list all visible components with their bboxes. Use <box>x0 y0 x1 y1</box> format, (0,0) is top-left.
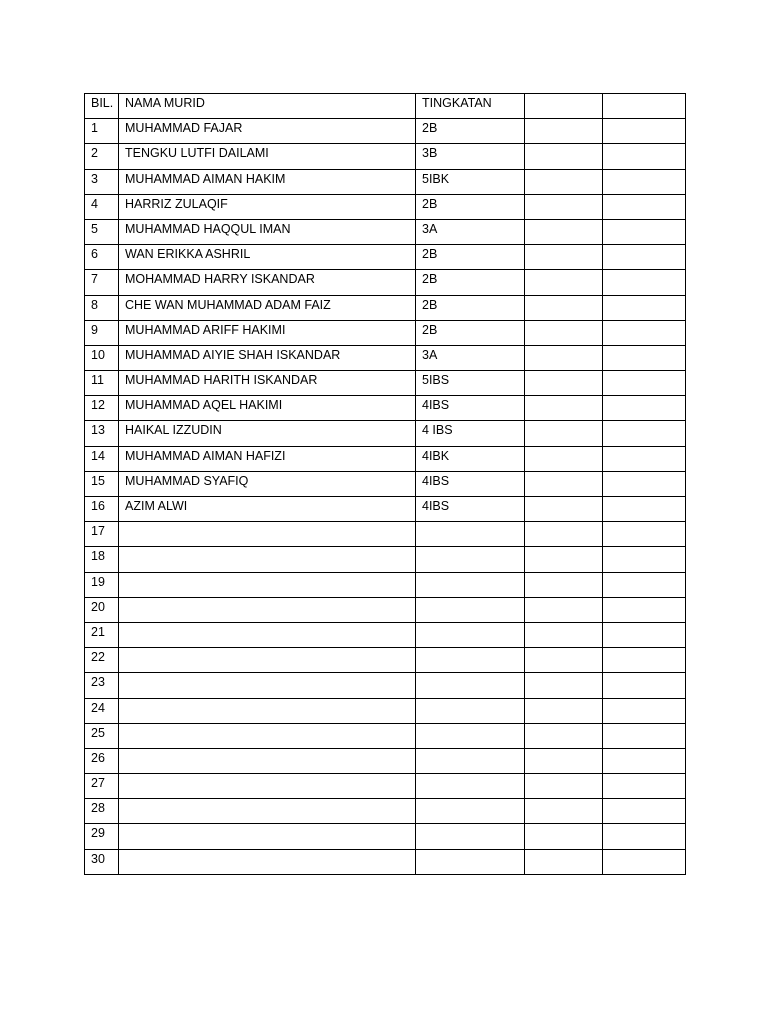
cell-tingkatan: 4 IBS <box>416 421 525 446</box>
cell-nama-murid: MUHAMMAD AIMAN HAKIM <box>119 169 416 194</box>
cell-nama-murid <box>119 522 416 547</box>
cell-blank-2 <box>603 446 686 471</box>
table-row <box>85 648 686 673</box>
cell-tingkatan <box>416 597 525 622</box>
cell-bil: 3 <box>85 169 119 194</box>
cell-tingkatan: 4IBS <box>416 471 525 496</box>
cell-blank-1 <box>525 270 603 295</box>
cell-nama-murid <box>119 597 416 622</box>
cell-blank-2 <box>603 597 686 622</box>
table-row <box>85 219 686 244</box>
cell-bil: 12 <box>85 396 119 421</box>
table-row <box>85 245 686 270</box>
cell-bil: 26 <box>85 748 119 773</box>
table-row <box>85 194 686 219</box>
table-row <box>85 799 686 824</box>
cell-tingkatan <box>416 849 525 874</box>
cell-bil: 14 <box>85 446 119 471</box>
cell-blank-1 <box>525 597 603 622</box>
cell-tingkatan: 2B <box>416 320 525 345</box>
cell-blank-2 <box>603 471 686 496</box>
cell-tingkatan: 4IBS <box>416 497 525 522</box>
table-row <box>85 698 686 723</box>
student-table-body <box>85 94 686 875</box>
table-row <box>85 673 686 698</box>
cell-nama-murid <box>119 547 416 572</box>
cell-tingkatan <box>416 799 525 824</box>
cell-blank-2 <box>603 371 686 396</box>
cell-nama-murid: MOHAMMAD HARRY ISKANDAR <box>119 270 416 295</box>
cell-nama-murid: MUHAMMAD AQEL HAKIMI <box>119 396 416 421</box>
cell-bil: 27 <box>85 774 119 799</box>
cell-blank-2 <box>603 421 686 446</box>
cell-bil: 23 <box>85 673 119 698</box>
cell-blank-2 <box>603 169 686 194</box>
cell-bil: 8 <box>85 295 119 320</box>
cell-nama-murid <box>119 774 416 799</box>
student-table <box>84 93 686 875</box>
cell-blank-2 <box>603 547 686 572</box>
cell-bil: 22 <box>85 648 119 673</box>
cell-tingkatan: 3A <box>416 345 525 370</box>
cell-bil: 5 <box>85 219 119 244</box>
table-header-row <box>85 94 686 119</box>
cell-blank-1 <box>525 799 603 824</box>
cell-blank-1 <box>525 572 603 597</box>
table-row <box>85 723 686 748</box>
cell-nama-murid <box>119 723 416 748</box>
cell-bil: 24 <box>85 698 119 723</box>
cell-blank-2 <box>603 345 686 370</box>
cell-nama-murid: MUHAMMAD HAQQUL IMAN <box>119 219 416 244</box>
cell-bil: 10 <box>85 345 119 370</box>
cell-blank-1 <box>525 219 603 244</box>
cell-blank-2 <box>603 194 686 219</box>
table-row <box>85 144 686 169</box>
cell-bil: 21 <box>85 622 119 647</box>
cell-tingkatan <box>416 572 525 597</box>
table-row <box>85 371 686 396</box>
cell-blank-2 <box>603 648 686 673</box>
cell-blank-2 <box>603 723 686 748</box>
cell-bil: 29 <box>85 824 119 849</box>
table-row <box>85 471 686 496</box>
cell-tingkatan: 2B <box>416 295 525 320</box>
cell-tingkatan <box>416 824 525 849</box>
cell-blank-1 <box>525 547 603 572</box>
cell-bil: 11 <box>85 371 119 396</box>
cell-blank-1 <box>525 849 603 874</box>
cell-blank-1 <box>525 748 603 773</box>
cell-nama-murid <box>119 824 416 849</box>
table-row <box>85 421 686 446</box>
cell-blank-1 <box>525 824 603 849</box>
cell-blank-1 <box>525 320 603 345</box>
table-row <box>85 119 686 144</box>
cell-blank-1 <box>525 194 603 219</box>
cell-blank-2 <box>603 622 686 647</box>
cell-tingkatan <box>416 748 525 773</box>
cell-nama-murid: MUHAMMAD AIMAN HAFIZI <box>119 446 416 471</box>
cell-blank-2 <box>603 572 686 597</box>
cell-nama-murid <box>119 622 416 647</box>
cell-blank-2 <box>603 295 686 320</box>
cell-tingkatan: 2B <box>416 194 525 219</box>
cell-bil: 4 <box>85 194 119 219</box>
cell-nama-murid <box>119 572 416 597</box>
cell-bil: 20 <box>85 597 119 622</box>
table-row <box>85 547 686 572</box>
cell-blank-1 <box>525 119 603 144</box>
cell-blank-1 <box>525 345 603 370</box>
cell-bil: 15 <box>85 471 119 496</box>
cell-blank-1 <box>525 673 603 698</box>
header-bil: BIL. <box>85 94 119 119</box>
cell-tingkatan <box>416 622 525 647</box>
cell-blank-1 <box>525 497 603 522</box>
cell-tingkatan: 5IBK <box>416 169 525 194</box>
cell-blank-2 <box>603 320 686 345</box>
cell-blank-1 <box>525 522 603 547</box>
cell-blank-2 <box>603 119 686 144</box>
cell-nama-murid: MUHAMMAD SYAFIQ <box>119 471 416 496</box>
cell-tingkatan: 2B <box>416 119 525 144</box>
header-blank-2 <box>603 94 686 119</box>
table-row <box>85 270 686 295</box>
cell-tingkatan <box>416 723 525 748</box>
cell-blank-1 <box>525 169 603 194</box>
cell-nama-murid <box>119 673 416 698</box>
cell-bil: 28 <box>85 799 119 824</box>
header-tingkatan: TINGKATAN <box>416 94 525 119</box>
cell-bil: 17 <box>85 522 119 547</box>
table-row <box>85 622 686 647</box>
cell-tingkatan <box>416 698 525 723</box>
cell-blank-2 <box>603 698 686 723</box>
cell-nama-murid: MUHAMMAD HARITH ISKANDAR <box>119 371 416 396</box>
cell-nama-murid: AZIM ALWI <box>119 497 416 522</box>
cell-tingkatan: 3A <box>416 219 525 244</box>
cell-blank-1 <box>525 371 603 396</box>
header-blank-1 <box>525 94 603 119</box>
cell-tingkatan: 4IBS <box>416 396 525 421</box>
cell-tingkatan: 4IBK <box>416 446 525 471</box>
cell-blank-2 <box>603 824 686 849</box>
cell-blank-2 <box>603 522 686 547</box>
cell-blank-2 <box>603 497 686 522</box>
cell-bil: 6 <box>85 245 119 270</box>
cell-bil: 1 <box>85 119 119 144</box>
cell-blank-2 <box>603 673 686 698</box>
cell-nama-murid: MUHAMMAD AIYIE SHAH ISKANDAR <box>119 345 416 370</box>
cell-bil: 7 <box>85 270 119 295</box>
table-row <box>85 345 686 370</box>
table-row <box>85 597 686 622</box>
cell-tingkatan <box>416 774 525 799</box>
table-row <box>85 169 686 194</box>
cell-bil: 9 <box>85 320 119 345</box>
cell-nama-murid: MUHAMMAD FAJAR <box>119 119 416 144</box>
cell-tingkatan <box>416 648 525 673</box>
cell-blank-1 <box>525 774 603 799</box>
cell-blank-2 <box>603 144 686 169</box>
table-row <box>85 446 686 471</box>
cell-blank-1 <box>525 698 603 723</box>
cell-nama-murid <box>119 849 416 874</box>
cell-nama-murid <box>119 698 416 723</box>
table-row <box>85 572 686 597</box>
cell-blank-2 <box>603 270 686 295</box>
cell-tingkatan: 3B <box>416 144 525 169</box>
cell-blank-2 <box>603 748 686 773</box>
cell-blank-1 <box>525 245 603 270</box>
cell-blank-1 <box>525 723 603 748</box>
table-row <box>85 396 686 421</box>
cell-tingkatan: 2B <box>416 245 525 270</box>
cell-blank-1 <box>525 421 603 446</box>
cell-tingkatan: 2B <box>416 270 525 295</box>
table-row <box>85 522 686 547</box>
cell-tingkatan <box>416 673 525 698</box>
header-nama-murid: NAMA MURID <box>119 94 416 119</box>
cell-bil: 18 <box>85 547 119 572</box>
cell-blank-2 <box>603 219 686 244</box>
cell-nama-murid: CHE WAN MUHAMMAD ADAM FAIZ <box>119 295 416 320</box>
cell-blank-2 <box>603 774 686 799</box>
cell-blank-2 <box>603 245 686 270</box>
cell-blank-1 <box>525 471 603 496</box>
cell-bil: 30 <box>85 849 119 874</box>
table-row <box>85 295 686 320</box>
cell-blank-1 <box>525 622 603 647</box>
cell-blank-1 <box>525 648 603 673</box>
cell-blank-1 <box>525 396 603 421</box>
table-row <box>85 497 686 522</box>
table-row <box>85 849 686 874</box>
cell-bil: 2 <box>85 144 119 169</box>
cell-nama-murid: HAIKAL IZZUDIN <box>119 421 416 446</box>
cell-blank-1 <box>525 144 603 169</box>
table-row <box>85 320 686 345</box>
cell-nama-murid: WAN ERIKKA ASHRIL <box>119 245 416 270</box>
cell-nama-murid: HARRIZ ZULAQIF <box>119 194 416 219</box>
cell-blank-2 <box>603 396 686 421</box>
cell-blank-2 <box>603 849 686 874</box>
cell-blank-1 <box>525 295 603 320</box>
cell-blank-1 <box>525 446 603 471</box>
cell-nama-murid: MUHAMMAD ARIFF HAKIMI <box>119 320 416 345</box>
cell-tingkatan <box>416 522 525 547</box>
cell-bil: 19 <box>85 572 119 597</box>
cell-bil: 16 <box>85 497 119 522</box>
cell-tingkatan: 5IBS <box>416 371 525 396</box>
cell-nama-murid <box>119 799 416 824</box>
table-row <box>85 824 686 849</box>
cell-nama-murid <box>119 748 416 773</box>
cell-nama-murid: TENGKU LUTFI DAILAMI <box>119 144 416 169</box>
cell-bil: 25 <box>85 723 119 748</box>
table-row <box>85 774 686 799</box>
table-row <box>85 748 686 773</box>
cell-nama-murid <box>119 648 416 673</box>
cell-bil: 13 <box>85 421 119 446</box>
cell-blank-2 <box>603 799 686 824</box>
cell-tingkatan <box>416 547 525 572</box>
